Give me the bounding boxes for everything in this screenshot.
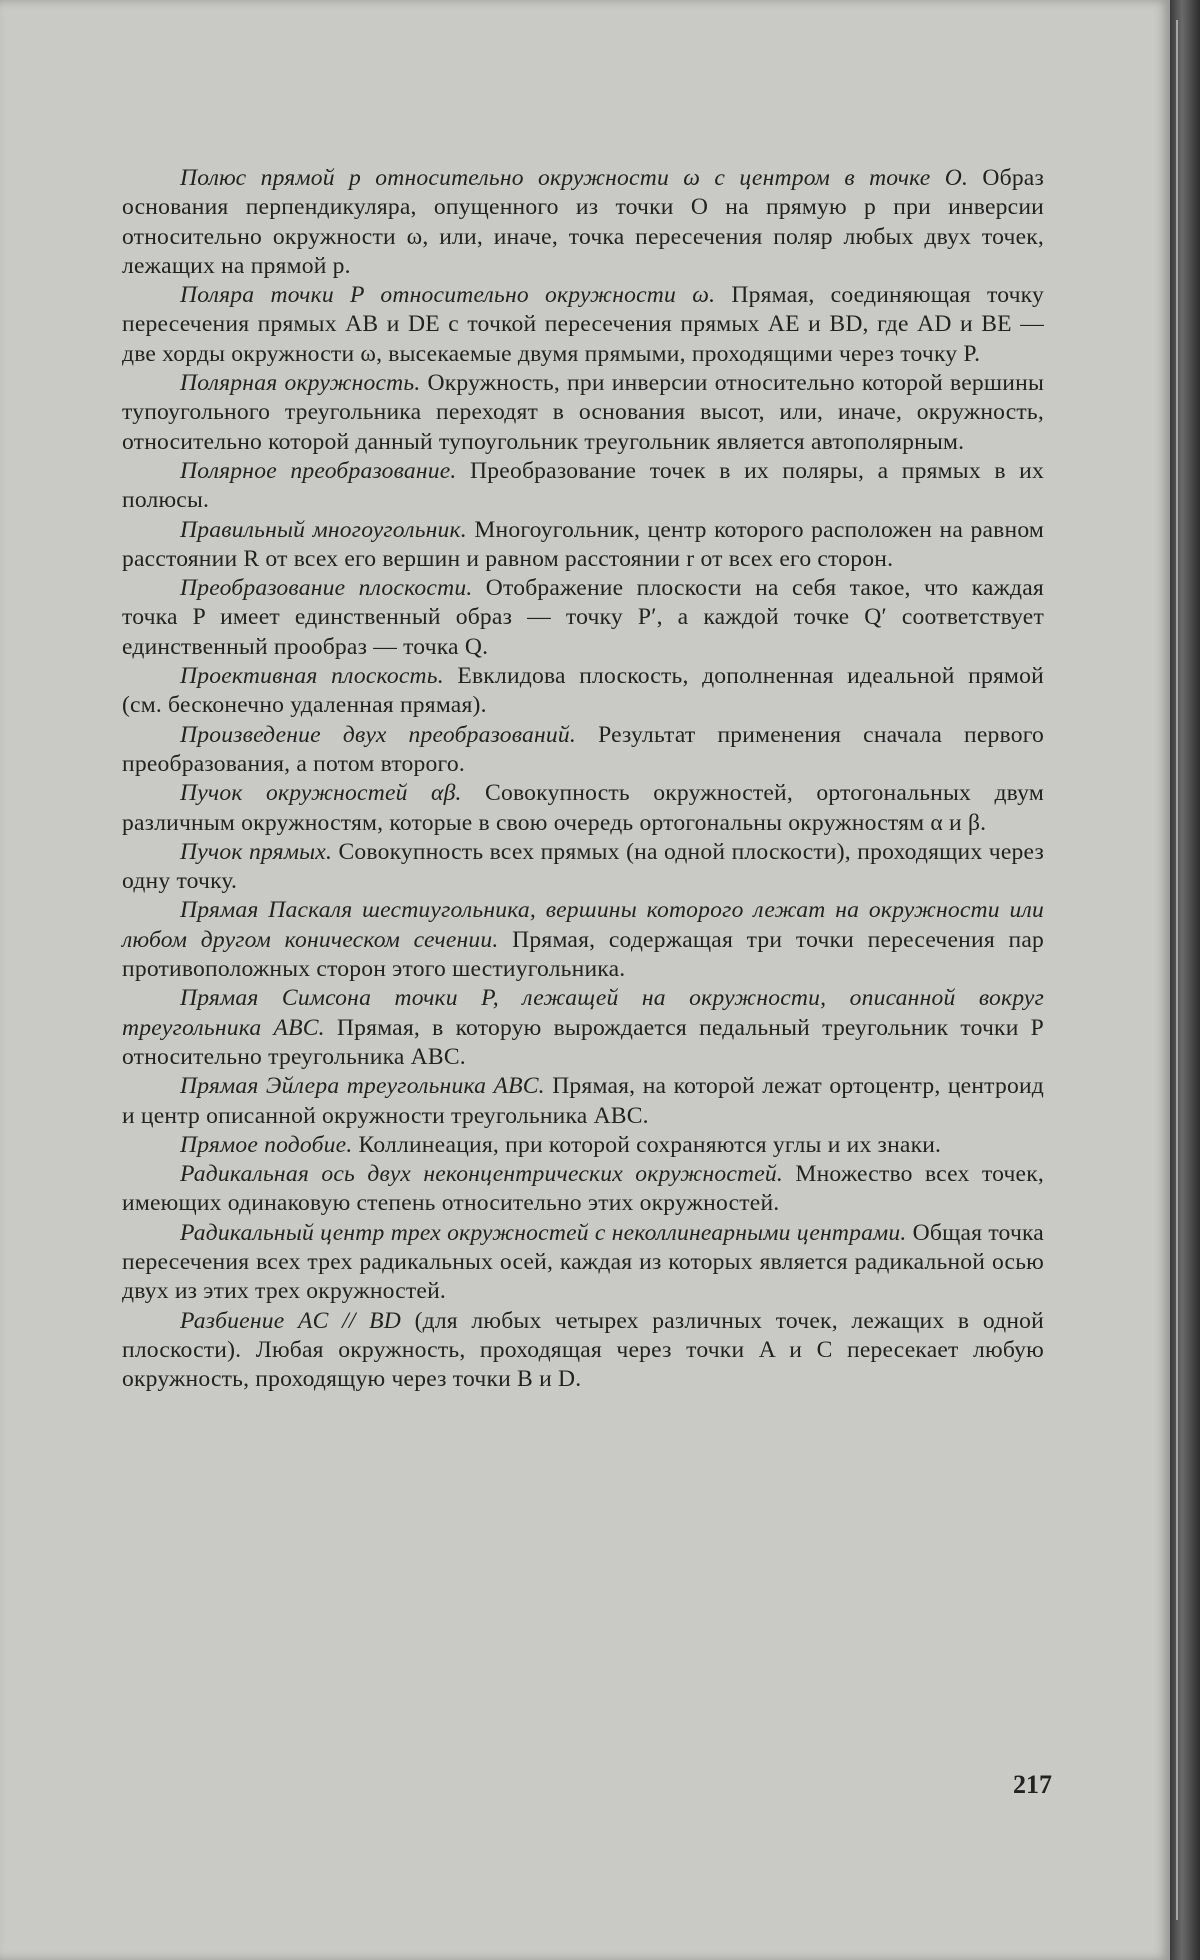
glossary-entry: [122, 369, 1044, 457]
entry-term: Прямое подобие.: [180, 1131, 353, 1158]
entry-term: Правильный многоугольник.: [180, 516, 467, 543]
glossary-entry: [122, 516, 1044, 575]
entry-term: Прямая Эйлера треугольника ABC.: [180, 1073, 545, 1100]
glossary-entry: [122, 838, 1044, 897]
entry-term: Полярная окружность.: [180, 370, 421, 397]
glossary-entry: [122, 896, 1044, 984]
book-spine-shadow: [1170, 0, 1200, 1960]
entry-term: Проективная плоскость.: [180, 663, 444, 690]
page-edge-line: [1176, 20, 1178, 1920]
entry-definition: Окружность, при инверсии относительно которой вершины тупоугольного треугольника переходят в основания высот, или, иначе, окружность, относительно которой данный тупоугольник треугольник является автополярным.: [122, 370, 1045, 455]
glossary-entry: [122, 1072, 1044, 1131]
entry-definition: Образ основания перпендикуляра, опущенного из точки O на прямую p при инверсии относительно окружности ω, или, иначе, точка пересечения поляр любых двух точек, лежащих на прямой p.: [122, 165, 1045, 279]
entry-definition: Прямая, содержащая три точки пересечения пар противоположных сторон этого шестиугольника.: [122, 926, 1044, 983]
entry-term: Радикальная ось двух неконцентрических окружностей.: [180, 1161, 784, 1188]
glossary-entry: [122, 779, 1044, 838]
entry-term: Прямая Паскаля шестиугольника, вершины которого лежат на окружности или любом другом коническом сечении.: [122, 897, 1044, 953]
glossary-entry: [122, 574, 1044, 662]
entry-definition: (для любых четырех различных точек, лежащих в одной плоскости). Любая окружность, проходящая через точки A и C пересекает любую окружность, проходящую через точки B и D.: [122, 1307, 1044, 1393]
entry-definition: Прямая, в которую вырождается педальный треугольник точки P относительно треугольника ABC.: [122, 1014, 1044, 1070]
entry-definition: Множество всех точек, имеющих одинаковую степень относительно этих окружностей.: [122, 1161, 1044, 1217]
entry-term: Полюс прямой p относительно окружности ω с центром в точке O.: [180, 165, 969, 191]
entry-definition: Прямая, на которой лежат ортоцентр, центроид и центр описанной окружности треугольника ABC.: [122, 1073, 1044, 1129]
glossary-entry: [122, 984, 1044, 1072]
entry-definition: Прямая, соединяющая точку пересечения прямых AB и DE с точкой пересечения прямых AE и BD, где AD и BE — две хорды окружности ω, высекаемые двумя прямыми, проходящими через точку P.: [122, 282, 1044, 367]
entry-definition: Многоугольник, центр которого расположен на равном расстоянии R от всех его вершин и равном расстоянии r от всех его сторон.: [122, 516, 1045, 572]
glossary-entry: [122, 1160, 1044, 1219]
entry-definition: Совокупность окружностей, ортогональных двум различным окружностям, которые в свою очередь ортогональны окружностям α и β.: [122, 780, 1044, 836]
entry-term: Полярное преобразование.: [180, 457, 457, 484]
entry-term: Преобразование плоскости.: [180, 575, 473, 602]
entry-definition: Общая точка пересечения всех трех радикальных осей, каждая из которых является радикальной осью двух из этих трех окружностей.: [122, 1219, 1044, 1305]
glossary-text: [122, 164, 1044, 1394]
entry-term: Радикальный центр трех окружностей с неколлинеарными центрами.: [180, 1219, 907, 1246]
glossary-entry: [122, 1131, 1044, 1160]
entry-term: Прямая Симсона точки P, лежащей на окружности, описанной вокруг треугольника ABC.: [122, 985, 1044, 1041]
entry-term: Произведение двух преобразований.: [180, 721, 577, 748]
glossary-entry: [122, 281, 1044, 369]
entry-term: Разбиение AC // BD: [180, 1307, 402, 1334]
entry-definition: Отображение плоскости на себя такое, что каждая точка P имеет единственный образ — точку P′, а каждой точке Q′ соответствует единственный прообраз — точка Q.: [122, 575, 1044, 660]
entry-definition: Результат применения сначала первого преобразования, а потом второго.: [122, 721, 1045, 777]
glossary-entry: [122, 662, 1044, 721]
glossary-entry: [122, 457, 1044, 516]
entry-definition: Совокупность всех прямых (на одной плоскости), проходящих через одну точку.: [122, 838, 1044, 895]
glossary-entry: [122, 164, 1044, 281]
entry-definition: Евклидова плоскость, дополненная идеальной прямой (см. бесконечно удаленная прямая).: [122, 663, 1044, 719]
entry-term: Пучок окружностей αβ.: [180, 780, 462, 807]
entry-term: Поляра точки P относительно окружности ω.: [180, 282, 716, 309]
glossary-entry: [122, 721, 1044, 780]
entry-definition: Преобразование точек в их поляры, а прямых в их полюсы.: [122, 457, 1044, 514]
page-number: 217: [1013, 1770, 1052, 1799]
entry-term: Пучок прямых.: [180, 838, 333, 865]
glossary-entry: [122, 1219, 1044, 1307]
entry-definition: Коллинеация, при которой сохраняются углы и их знаки.: [352, 1131, 942, 1158]
glossary-entry: [122, 1307, 1044, 1395]
